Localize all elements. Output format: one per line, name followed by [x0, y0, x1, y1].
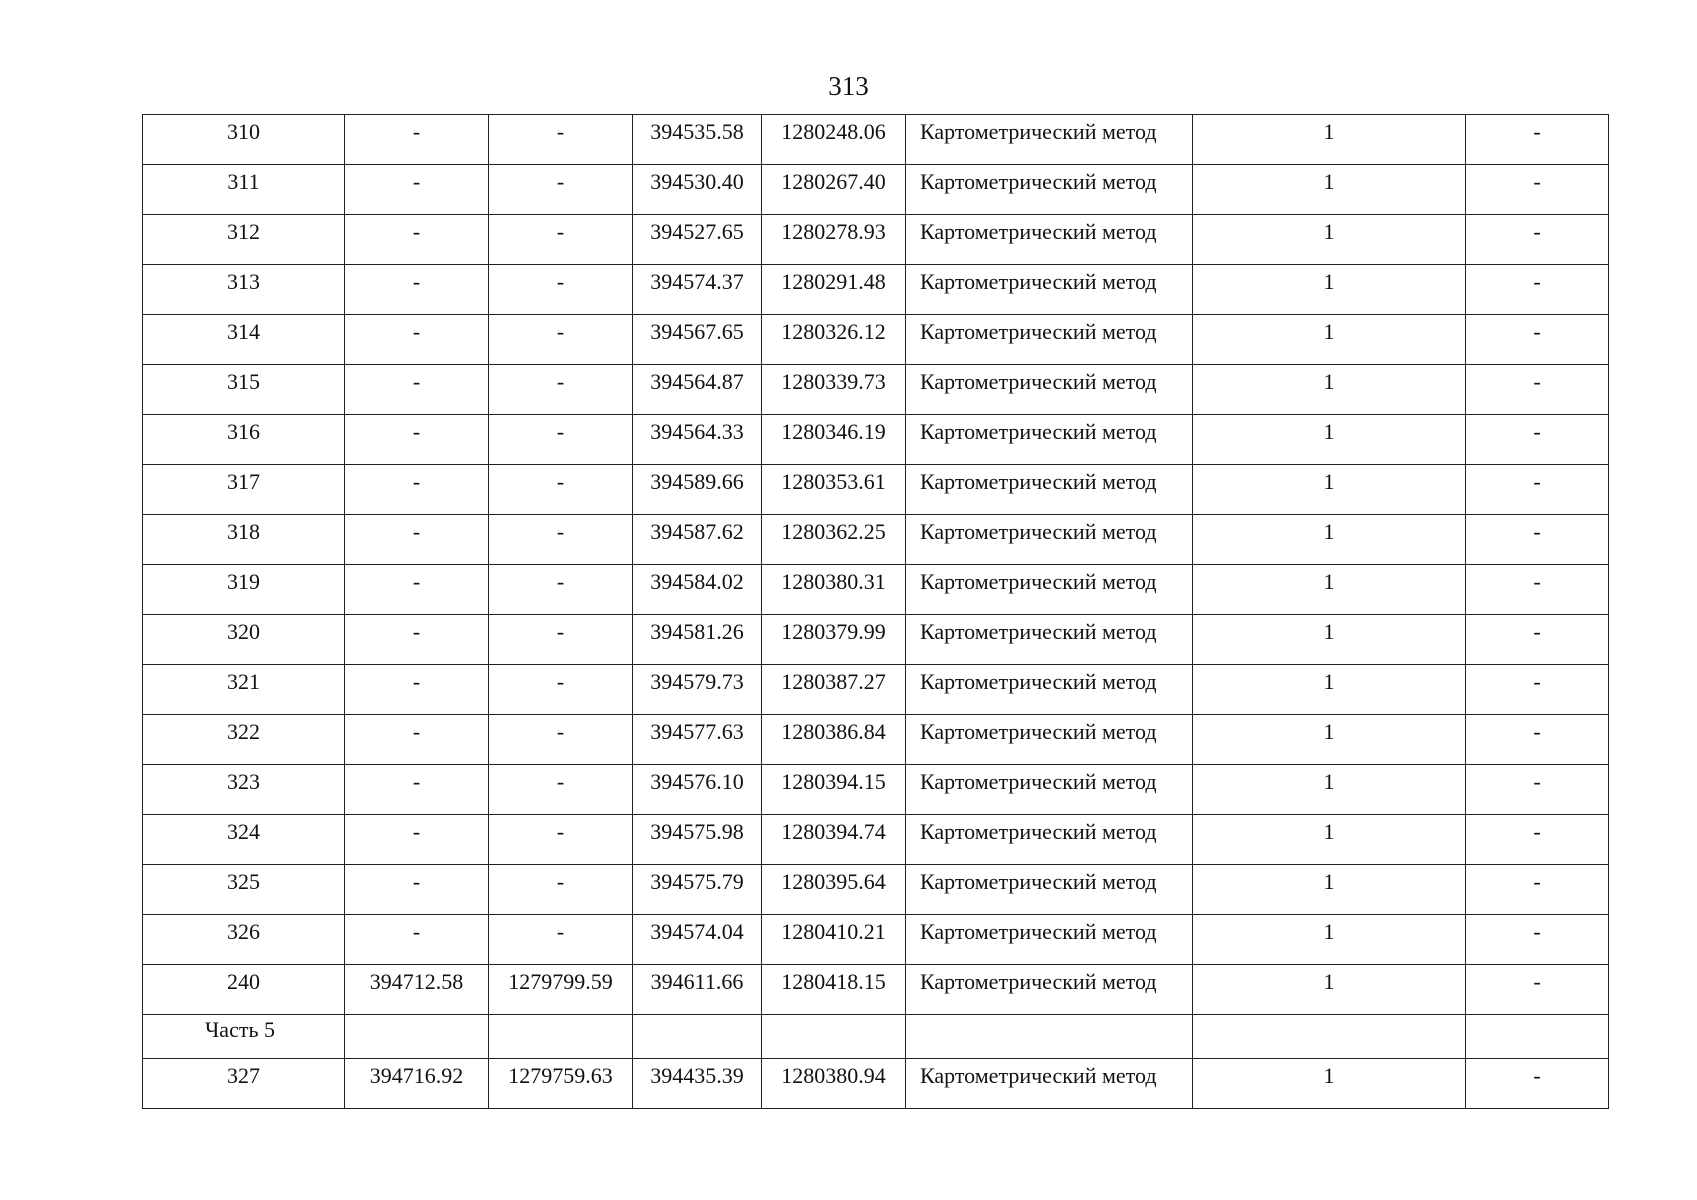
new-y-cell: 1280394.15 [762, 765, 906, 815]
old-x-cell: 394716.92 [345, 1059, 489, 1109]
old-y-cell: - [489, 215, 633, 265]
empty-cell [906, 1015, 1193, 1059]
method-cell: Картометрический метод [906, 565, 1193, 615]
description-cell: - [1466, 715, 1609, 765]
method-cell: Картометрический метод [906, 715, 1193, 765]
old-y-cell: - [489, 565, 633, 615]
point-number-cell: 323 [143, 765, 345, 815]
old-y-cell: - [489, 765, 633, 815]
new-y-cell: 1280379.99 [762, 615, 906, 665]
old-x-cell: - [345, 465, 489, 515]
accuracy-cell: 1 [1193, 965, 1466, 1015]
accuracy-cell: 1 [1193, 365, 1466, 415]
point-number-cell: 310 [143, 115, 345, 165]
old-x-cell: - [345, 115, 489, 165]
new-y-cell: 1280339.73 [762, 365, 906, 415]
accuracy-cell: 1 [1193, 765, 1466, 815]
old-x-cell: - [345, 665, 489, 715]
table-row [143, 715, 1609, 765]
description-cell: - [1466, 265, 1609, 315]
new-x-cell: 394577.63 [633, 715, 762, 765]
old-x-cell: - [345, 865, 489, 915]
table-row [143, 865, 1609, 915]
method-cell: Картометрический метод [906, 1059, 1193, 1109]
table-row [143, 515, 1609, 565]
new-x-cell: 394575.98 [633, 815, 762, 865]
point-number-cell: 312 [143, 215, 345, 265]
empty-cell [633, 1015, 762, 1059]
point-number-cell: 316 [143, 415, 345, 465]
empty-cell [345, 1015, 489, 1059]
point-number-cell: 320 [143, 615, 345, 665]
description-cell: - [1466, 415, 1609, 465]
description-cell: - [1466, 815, 1609, 865]
table-row [143, 415, 1609, 465]
point-number-cell: 321 [143, 665, 345, 715]
table-row [143, 315, 1609, 365]
point-number-cell: 315 [143, 365, 345, 415]
new-y-cell: 1280410.21 [762, 915, 906, 965]
accuracy-cell: 1 [1193, 415, 1466, 465]
coordinates-table [142, 114, 1609, 1109]
new-x-cell: 394567.65 [633, 315, 762, 365]
method-cell: Картометрический метод [906, 115, 1193, 165]
old-x-cell: - [345, 915, 489, 965]
new-y-cell: 1280267.40 [762, 165, 906, 215]
table-row [143, 365, 1609, 415]
table-row [143, 115, 1609, 165]
new-x-cell: 394611.66 [633, 965, 762, 1015]
old-x-cell: 394712.58 [345, 965, 489, 1015]
old-x-cell: - [345, 165, 489, 215]
description-cell: - [1466, 1059, 1609, 1109]
new-y-cell: 1280418.15 [762, 965, 906, 1015]
new-x-cell: 394564.33 [633, 415, 762, 465]
description-cell: - [1466, 765, 1609, 815]
description-cell: - [1466, 515, 1609, 565]
method-cell: Картометрический метод [906, 365, 1193, 415]
old-y-cell: - [489, 915, 633, 965]
old-y-cell: - [489, 315, 633, 365]
point-number-cell: 319 [143, 565, 345, 615]
accuracy-cell: 1 [1193, 215, 1466, 265]
point-number-cell: 326 [143, 915, 345, 965]
old-y-cell: 1279799.59 [489, 965, 633, 1015]
old-x-cell: - [345, 265, 489, 315]
method-cell: Картометрический метод [906, 515, 1193, 565]
empty-cell [1193, 1015, 1466, 1059]
table-row [143, 465, 1609, 515]
old-y-cell: - [489, 865, 633, 915]
table-body [143, 115, 1609, 1109]
point-number-cell: 325 [143, 865, 345, 915]
new-x-cell: 394574.04 [633, 915, 762, 965]
point-number-cell: 240 [143, 965, 345, 1015]
description-cell: - [1466, 365, 1609, 415]
point-number-cell: 311 [143, 165, 345, 215]
new-y-cell: 1280278.93 [762, 215, 906, 265]
accuracy-cell: 1 [1193, 815, 1466, 865]
old-y-cell: - [489, 615, 633, 665]
old-y-cell: - [489, 665, 633, 715]
old-y-cell: 1279759.63 [489, 1059, 633, 1109]
description-cell: - [1466, 915, 1609, 965]
new-y-cell: 1280248.06 [762, 115, 906, 165]
point-number-cell: 322 [143, 715, 345, 765]
old-x-cell: - [345, 365, 489, 415]
new-y-cell: 1280346.19 [762, 415, 906, 465]
accuracy-cell: 1 [1193, 915, 1466, 965]
new-x-cell: 394564.87 [633, 365, 762, 415]
method-cell: Картометрический метод [906, 165, 1193, 215]
new-y-cell: 1280380.94 [762, 1059, 906, 1109]
new-y-cell: 1280386.84 [762, 715, 906, 765]
new-y-cell: 1280394.74 [762, 815, 906, 865]
new-x-cell: 394435.39 [633, 1059, 762, 1109]
table-row [143, 1059, 1609, 1109]
old-y-cell: - [489, 365, 633, 415]
description-cell: - [1466, 665, 1609, 715]
old-x-cell: - [345, 415, 489, 465]
new-x-cell: 394587.62 [633, 515, 762, 565]
old-y-cell: - [489, 465, 633, 515]
new-y-cell: 1280395.64 [762, 865, 906, 915]
old-y-cell: - [489, 165, 633, 215]
accuracy-cell: 1 [1193, 1059, 1466, 1109]
old-x-cell: - [345, 315, 489, 365]
description-cell: - [1466, 965, 1609, 1015]
new-x-cell: 394575.79 [633, 865, 762, 915]
table-row [143, 815, 1609, 865]
new-x-cell: 394589.66 [633, 465, 762, 515]
method-cell: Картометрический метод [906, 865, 1193, 915]
empty-cell [762, 1015, 906, 1059]
table-row [143, 615, 1609, 665]
accuracy-cell: 1 [1193, 715, 1466, 765]
empty-cell [1466, 1015, 1609, 1059]
accuracy-cell: 1 [1193, 665, 1466, 715]
method-cell: Картометрический метод [906, 465, 1193, 515]
empty-cell [489, 1015, 633, 1059]
old-y-cell: - [489, 265, 633, 315]
point-number-cell: 317 [143, 465, 345, 515]
old-x-cell: - [345, 615, 489, 665]
page-number: 313 [828, 71, 869, 101]
old-x-cell: - [345, 565, 489, 615]
method-cell: Картометрический метод [906, 265, 1193, 315]
old-y-cell: - [489, 815, 633, 865]
table-row [143, 265, 1609, 315]
method-cell: Картометрический метод [906, 615, 1193, 665]
new-x-cell: 394535.58 [633, 115, 762, 165]
description-cell: - [1466, 615, 1609, 665]
new-y-cell: 1280380.31 [762, 565, 906, 615]
accuracy-cell: 1 [1193, 165, 1466, 215]
part-heading-row [143, 1015, 1609, 1059]
table-row [143, 565, 1609, 615]
new-x-cell: 394576.10 [633, 765, 762, 815]
old-x-cell: - [345, 765, 489, 815]
new-y-cell: 1280291.48 [762, 265, 906, 315]
new-x-cell: 394584.02 [633, 565, 762, 615]
new-x-cell: 394574.37 [633, 265, 762, 315]
old-x-cell: - [345, 815, 489, 865]
point-number-cell: 314 [143, 315, 345, 365]
old-x-cell: - [345, 715, 489, 765]
accuracy-cell: 1 [1193, 565, 1466, 615]
description-cell: - [1466, 465, 1609, 515]
old-x-cell: - [345, 215, 489, 265]
part-label: Часть 5 [143, 1015, 345, 1059]
new-y-cell: 1280362.25 [762, 515, 906, 565]
table-row [143, 165, 1609, 215]
new-y-cell: 1280353.61 [762, 465, 906, 515]
old-y-cell: - [489, 715, 633, 765]
method-cell: Картометрический метод [906, 315, 1193, 365]
old-x-cell: - [345, 515, 489, 565]
new-x-cell: 394527.65 [633, 215, 762, 265]
new-y-cell: 1280387.27 [762, 665, 906, 715]
method-cell: Картометрический метод [906, 815, 1193, 865]
new-x-cell: 394579.73 [633, 665, 762, 715]
old-y-cell: - [489, 115, 633, 165]
point-number-cell: 327 [143, 1059, 345, 1109]
old-y-cell: - [489, 415, 633, 465]
description-cell: - [1466, 315, 1609, 365]
description-cell: - [1466, 215, 1609, 265]
point-number-cell: 324 [143, 815, 345, 865]
method-cell: Картометрический метод [906, 915, 1193, 965]
table-row [143, 665, 1609, 715]
table-row [143, 965, 1609, 1015]
method-cell: Картометрический метод [906, 965, 1193, 1015]
accuracy-cell: 1 [1193, 615, 1466, 665]
table-row [143, 765, 1609, 815]
accuracy-cell: 1 [1193, 515, 1466, 565]
new-y-cell: 1280326.12 [762, 315, 906, 365]
method-cell: Картометрический метод [906, 415, 1193, 465]
method-cell: Картометрический метод [906, 765, 1193, 815]
accuracy-cell: 1 [1193, 465, 1466, 515]
accuracy-cell: 1 [1193, 315, 1466, 365]
accuracy-cell: 1 [1193, 265, 1466, 315]
table-row [143, 915, 1609, 965]
description-cell: - [1466, 115, 1609, 165]
new-x-cell: 394530.40 [633, 165, 762, 215]
description-cell: - [1466, 865, 1609, 915]
old-y-cell: - [489, 515, 633, 565]
description-cell: - [1466, 165, 1609, 215]
new-x-cell: 394581.26 [633, 615, 762, 665]
point-number-cell: 313 [143, 265, 345, 315]
method-cell: Картометрический метод [906, 215, 1193, 265]
accuracy-cell: 1 [1193, 115, 1466, 165]
table-row [143, 215, 1609, 265]
accuracy-cell: 1 [1193, 865, 1466, 915]
point-number-cell: 318 [143, 515, 345, 565]
method-cell: Картометрический метод [906, 665, 1193, 715]
description-cell: - [1466, 565, 1609, 615]
